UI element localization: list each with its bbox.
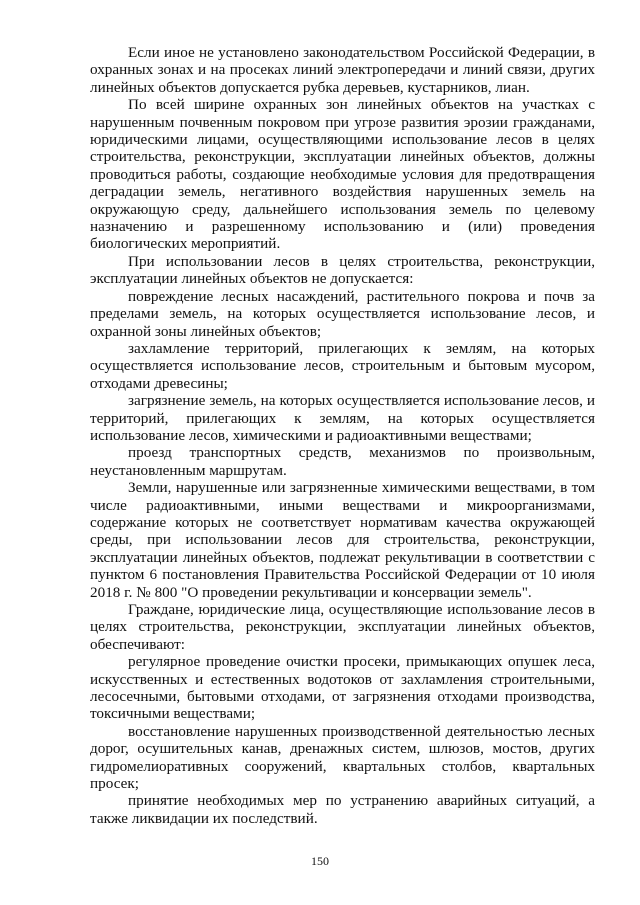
paragraph-prohibitions-intro: При использовании лесов в целях строительства, реконструкции, эксплуатации линейных объектов не допускается: bbox=[90, 252, 595, 288]
paragraph-felling-in-protection-zones: Если иное не установлено законодательством Российской Федерации, в охранных зонах и на просеках линий электропередачи и линий связи, других линейных объектов допускается рубка деревьев, кустарников, лиан. bbox=[90, 44, 595, 96]
paragraph-obligations-intro: Граждане, юридические лица, осуществляющие использование лесов в целях строительства, реконструкции, эксплуатации линейных объектов, обеспечивают: bbox=[90, 601, 595, 653]
paragraph-emergency-obligation: принятие необходимых мер по устранению аварийных ситуаций, а также ликвидации их последствий. bbox=[90, 792, 595, 827]
paragraph-littering-prohibition: захламление территорий, прилегающих к землям, на которых осуществляется использование лесов, строительным и бытовым мусором, отходами древесины; bbox=[90, 339, 595, 392]
paragraph-recultivation: Земли, нарушенные или загрязненные химическими веществами, в том числе радиоактивными, иными веществами и микроорганизмами, содержание которых не соответствует нормативам качества окружающей среды, при использовании лесов для строительства, реконструкции, эксплуатации линейных объектов, подлежат рекультивации в соответствии с пунктом 6 постановления Правительства Российской Федерации от 10 июля 2018 г. № 800 "О проведении рекультивации и консервации земель". bbox=[90, 479, 595, 601]
paragraph-erosion-works: По всей ширине охранных зон линейных объектов на участках с нарушенным почвенным покровом при угрозе развития эрозии гражданами, юридическими лицами, осуществляющими использование лесов в целях строительства, реконструкции, эксплуатации линейных объектов, должны проводиться работы, создающие необходимые условия для предотвращения деградации земель, негативного воздействия нарушенных земель на окружающую среду, дальнейшего использования земель по целевому назначению и разрешенному использованию и (или) проведения биологических мероприятий. bbox=[90, 96, 595, 253]
paragraph-vehicle-prohibition: проезд транспортных средств, механизмов по произвольным, неустановленным маршрутам. bbox=[90, 444, 595, 479]
paragraph-restoration-obligation: восстановление нарушенных производственной деятельностью лесных дорог, осушительных канав, дренажных систем, шлюзов, мостов, других гидромелиоративных сооружений, квартальных столбов, квартальных просек; bbox=[90, 722, 595, 793]
document-page bbox=[90, 44, 595, 827]
paragraph-damage-prohibition: повреждение лесных насаждений, растительного покрова и почв за пределами земель, на которых осуществляется использование лесов, и охранной зоны линейных объектов; bbox=[90, 287, 595, 340]
paragraph-clearing-obligation: регулярное проведение очистки просеки, примыкающих опушек леса, искусственных и естественных водотоков от захламления строительными, лесосечными, бытовыми отходами, от загрязнения отходами производства, токсичными веществами; bbox=[90, 653, 595, 723]
page-number: 150 bbox=[311, 854, 329, 868]
paragraph-pollution-prohibition: загрязнение земель, на которых осуществляется использование лесов, и территорий, прилегающих к землям, на которых осуществляется использование лесов, химическими и радиоактивными веществами; bbox=[90, 392, 595, 444]
